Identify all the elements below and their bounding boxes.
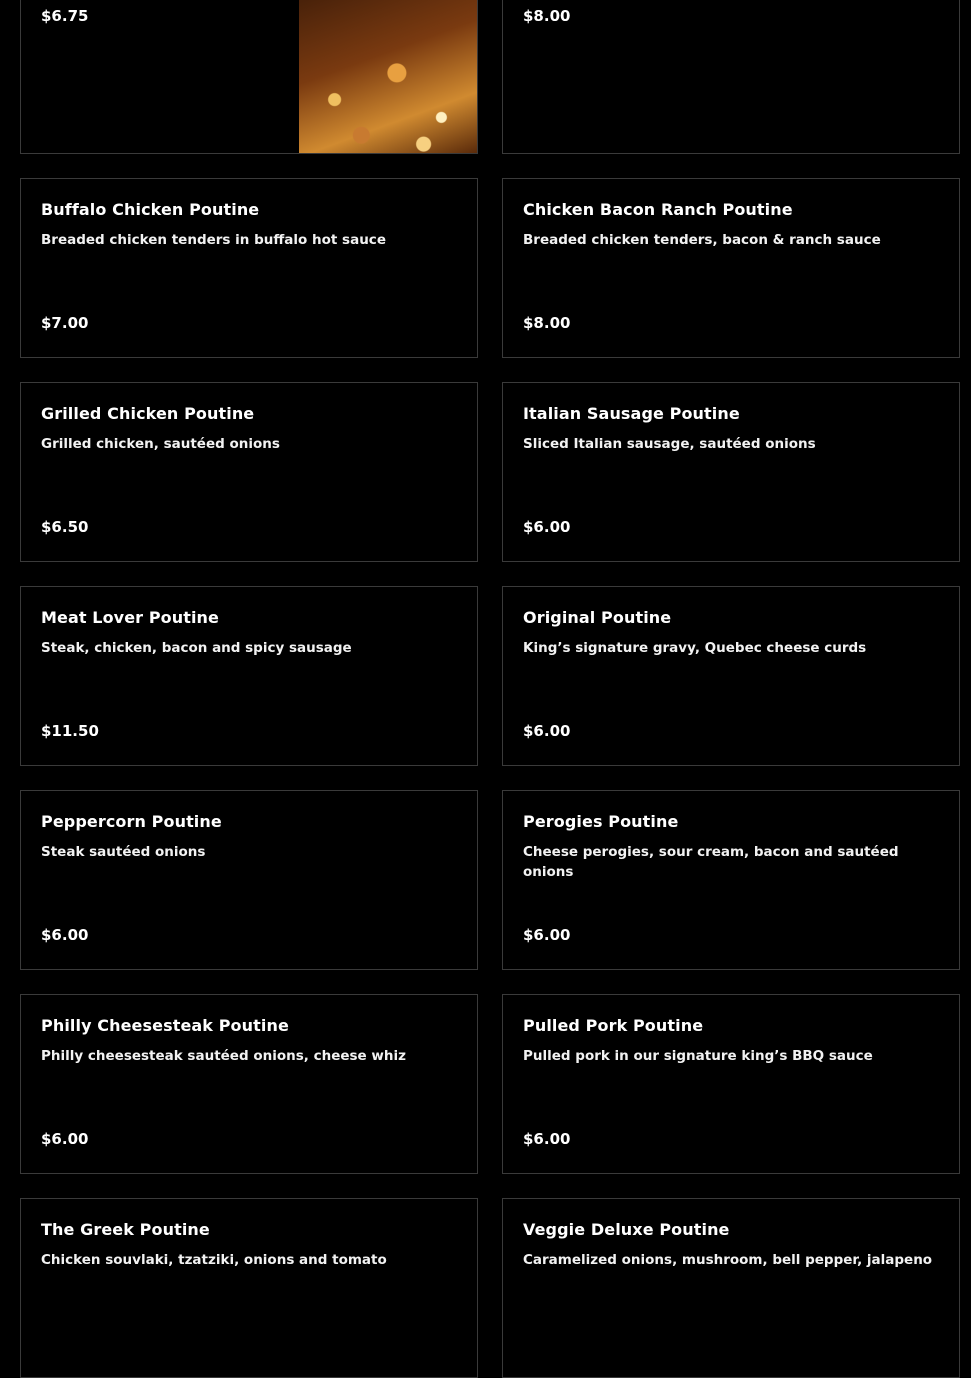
- item-description: Grilled chicken, sautéed onions: [41, 436, 280, 452]
- item-price: $6.00: [523, 926, 571, 944]
- menu-item-card[interactable]: [20, 586, 478, 766]
- item-description: Breaded chicken tenders in buffalo hot sauce: [41, 232, 386, 248]
- menu-item-card[interactable]: [20, 994, 478, 1174]
- menu-item-card[interactable]: [502, 586, 960, 766]
- item-name: The Greek Poutine: [41, 1220, 210, 1239]
- item-name: Grilled Chicken Poutine: [41, 404, 255, 423]
- item-description: Caramelized onions, mushroom, bell pepper, jalapeno: [523, 1252, 933, 1268]
- item-name: Veggie Deluxe Poutine: [523, 1220, 730, 1239]
- item-price: $6.00: [523, 722, 571, 740]
- menu-grid: [20, 0, 960, 1378]
- item-price: $6.00: [41, 926, 89, 944]
- item-price: $11.50: [41, 722, 99, 740]
- menu-item-card[interactable]: [502, 382, 960, 562]
- item-name: Philly Cheesesteak Poutine: [41, 1016, 289, 1035]
- item-description: Chicken souvlaki, tzatziki, onions and tomato: [41, 1252, 387, 1268]
- item-photo: [299, 0, 477, 153]
- item-name: Italian Sausage Poutine: [523, 404, 740, 423]
- menu-item-card[interactable]: [502, 994, 960, 1174]
- item-price: $6.75: [41, 7, 89, 25]
- menu-item-card[interactable]: [20, 0, 478, 154]
- item-name: Pulled Pork Poutine: [523, 1016, 704, 1035]
- item-price: $6.50: [41, 518, 89, 536]
- item-description: Pulled pork in our signature king’s BBQ sauce: [523, 1048, 873, 1064]
- item-name: Meat Lover Poutine: [41, 608, 220, 627]
- item-name: Perogies Poutine: [523, 812, 679, 831]
- menu-item-card[interactable]: [502, 0, 960, 154]
- menu-item-card[interactable]: [502, 790, 960, 970]
- item-price: $6.00: [41, 1130, 89, 1148]
- item-name: Peppercorn Poutine: [41, 812, 222, 831]
- item-description: Sliced Italian sausage, sautéed onions: [523, 436, 816, 452]
- item-description: Breaded chicken tenders, bacon & ranch sauce: [523, 232, 881, 248]
- item-price: $6.00: [523, 1130, 571, 1148]
- menu-item-card[interactable]: [20, 790, 478, 970]
- item-description: Steak sautéed onions: [41, 844, 206, 860]
- item-price: $8.00: [523, 7, 571, 25]
- menu-item-card[interactable]: [20, 178, 478, 358]
- item-description: Philly cheesesteak sautéed onions, cheese whiz: [41, 1048, 406, 1064]
- item-name: Chicken Bacon Ranch Poutine: [523, 200, 793, 219]
- item-description: Steak, chicken, bacon and spicy sausage: [41, 640, 352, 656]
- menu-item-card[interactable]: [20, 382, 478, 562]
- item-name: Original Poutine: [523, 608, 672, 627]
- item-description: Cheese perogies, sour cream, bacon and sautéed onions: [523, 844, 899, 880]
- item-price: $8.00: [523, 314, 571, 332]
- menu-item-card[interactable]: [502, 1198, 960, 1378]
- menu-item-card[interactable]: [20, 1198, 478, 1378]
- item-price: $7.00: [41, 314, 89, 332]
- menu-item-card[interactable]: [502, 178, 960, 358]
- item-name: Buffalo Chicken Poutine: [41, 200, 260, 219]
- item-description: King’s signature gravy, Quebec cheese curds: [523, 640, 867, 656]
- item-price: $6.00: [523, 518, 571, 536]
